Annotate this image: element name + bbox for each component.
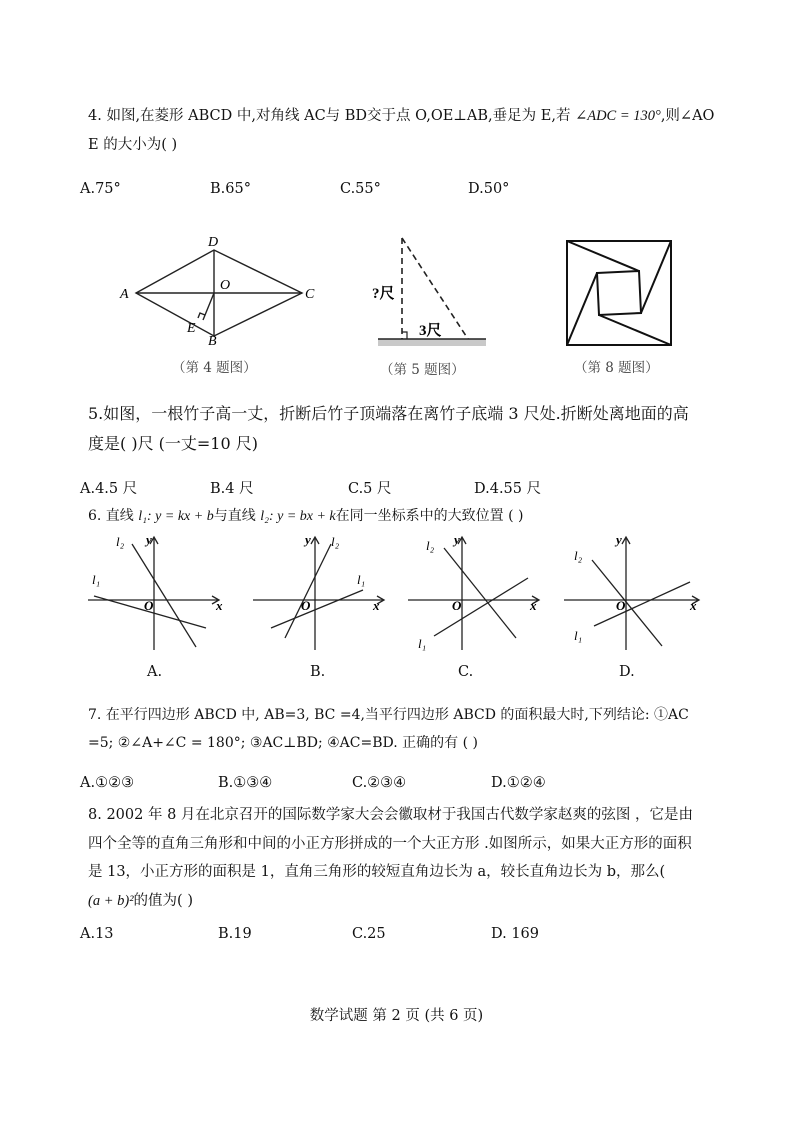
q7-option-a: A.①②③: [80, 775, 135, 791]
label-height: ?尺: [372, 286, 395, 302]
svg-text:O: O: [452, 598, 462, 613]
svg-text:l₁: l₁: [92, 572, 101, 587]
svg-text:l₂: l₂: [116, 534, 125, 549]
q7-option-c: C.②③④: [352, 775, 407, 791]
q4-option-c: C.55°: [340, 181, 381, 197]
label-c: C: [305, 287, 315, 302]
q6-graph-b: [253, 530, 398, 655]
q8-line4: (a + b)²的值为( ): [88, 893, 193, 909]
svg-text:x: x: [530, 598, 537, 613]
q4-line2: E 的大小为( ): [88, 137, 178, 153]
label-e: E: [187, 321, 196, 336]
q5-line1: 5.如图，一根竹子高一丈，折断后竹子顶端落在离竹子底端 3 尺处.折断处离地面的高: [88, 404, 689, 423]
svg-text:y: y: [616, 532, 622, 547]
q6-graph-c: [408, 530, 553, 655]
q6-l1-equation: l₁: y = kx + b: [138, 509, 214, 524]
q6-line: 6. 直线 l₁: y = kx + b与直线 l₂: y = bx + k在同一坐标系中的大致位置 ( ): [88, 508, 524, 524]
svg-text:x: x: [216, 598, 223, 613]
q8-line1: 8. 2002 年 8 月在北京召开的国际数学家大会会徽取材于我国古代数学家赵爽的弦图 ，它是由: [88, 807, 694, 823]
q7-line2: =5; ②∠A+∠C = 180°; ③AC⊥BD; ④AC=BD. 正确的有 ( ): [88, 735, 478, 751]
svg-text:l₂: l₂: [574, 548, 583, 563]
q6-option-c: C.: [458, 664, 474, 680]
svg-text:l₂: l₂: [331, 534, 340, 549]
q7-line1: 7. 在平行四边形 ABCD 中, AB=3, BC =4,当平行四边形 ABCD 的面积最大时,下列结论: ①AC: [88, 707, 689, 723]
q6-l2-equation: l₂: y = bx + k: [260, 509, 336, 524]
page-footer: 数学试题 第 2 页 (共 6 页): [309, 1008, 484, 1024]
q8-option-b: B.19: [218, 926, 252, 942]
figure-8-string-diagram: [560, 234, 678, 352]
q8-option-a: A.13: [80, 926, 114, 942]
q7-option-b: B.①③④: [218, 775, 273, 791]
figure-5-caption: （第 5 题图）: [380, 362, 465, 378]
q5-option-c: C.5 尺: [348, 481, 392, 497]
q4-option-d: D.50°: [468, 181, 510, 197]
q8-option-c: C.25: [352, 926, 386, 942]
q8-option-d: D. 169: [491, 926, 540, 942]
svg-text:y: y: [305, 532, 311, 547]
q7-option-d: D.①②④: [491, 775, 546, 791]
figure-8-caption: （第 8 题图）: [574, 360, 659, 376]
q8-line2: 四个全等的直角三角形和中间的小正方形拼成的一个大正方形 .如图所示，如果大正方形的面积: [88, 836, 692, 852]
q6-option-b: B.: [310, 664, 326, 680]
label-a: A: [120, 287, 129, 302]
svg-text:O: O: [301, 598, 311, 613]
q5-line2: 度是( )尺 (一丈=10 尺): [88, 434, 258, 453]
q6-graph-d: [564, 530, 709, 655]
label-o: O: [220, 278, 231, 293]
figure-4-caption: （第 4 题图）: [172, 360, 257, 376]
label-base: 3尺: [419, 323, 442, 339]
svg-text:x: x: [373, 598, 380, 613]
figure-4-rhombus: [112, 232, 327, 347]
q6-graph-a: [88, 530, 233, 655]
svg-text:l₁: l₁: [418, 636, 427, 651]
q4-math: ∠ADC = 130°: [575, 108, 661, 124]
q8-math: (a + b)²: [88, 893, 134, 909]
svg-text:x: x: [690, 598, 697, 613]
q4-text: 4. 如图,在菱形 ABCD 中,对角线 AC与 BD交于点 O,OE⊥AB,垂足为 E,若: [88, 108, 576, 124]
q6-option-d: D.: [619, 664, 635, 680]
svg-text:l₂: l₂: [426, 538, 435, 553]
q5-option-a: A.4.5 尺: [80, 481, 138, 497]
q4-line1: [88, 106, 714, 126]
q4-tail: ,则∠AO: [660, 108, 715, 124]
q6-option-a: A.: [147, 664, 163, 680]
q5-option-b: B.4 尺: [210, 481, 254, 497]
label-d: D: [208, 235, 219, 250]
figure-5-bamboo: [370, 232, 490, 350]
q4-option-a: A.75°: [80, 181, 121, 197]
svg-text:O: O: [616, 598, 626, 613]
q8-line3: 是 13，小正方形的面积是 1，直角三角形的较短直角边长为 a，较长直角边长为 b，那么(: [88, 864, 666, 880]
q5-option-d: D.4.55 尺: [474, 481, 542, 497]
label-b: B: [208, 334, 217, 347]
svg-text:l₁: l₁: [357, 572, 366, 587]
svg-text:O: O: [144, 598, 154, 613]
svg-text:y: y: [454, 532, 460, 547]
svg-text:l₁: l₁: [574, 628, 583, 643]
svg-text:y: y: [146, 532, 152, 547]
q4-option-b: B.65°: [210, 181, 251, 197]
